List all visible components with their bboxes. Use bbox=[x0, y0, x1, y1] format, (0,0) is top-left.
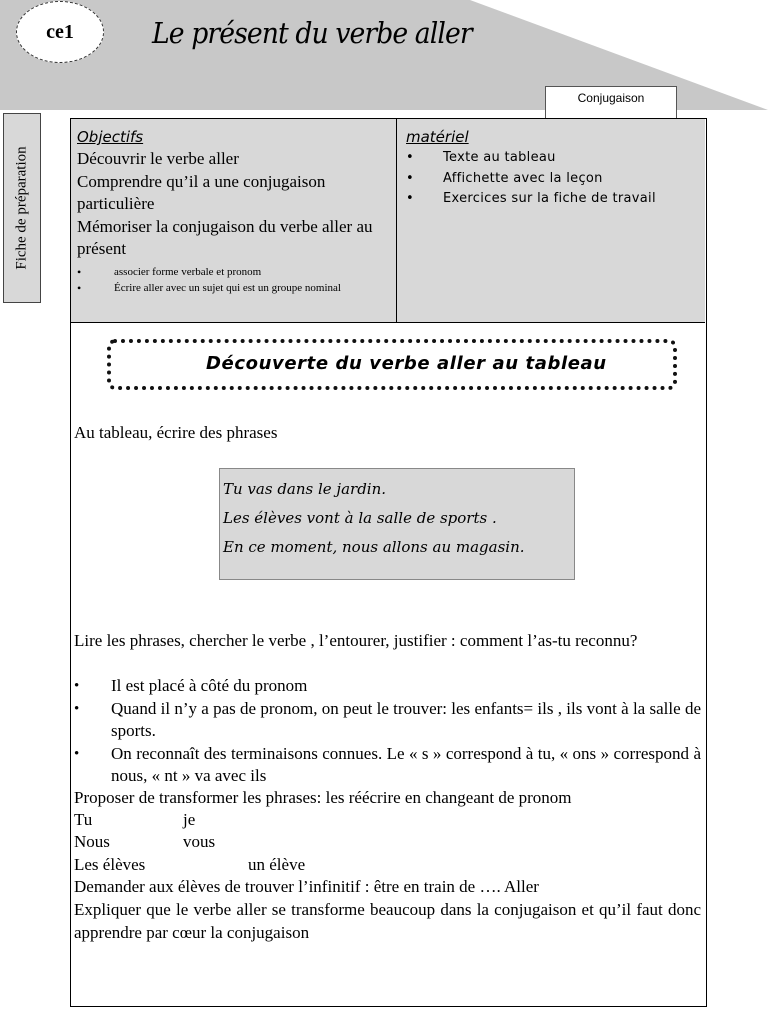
board-sentence: Tu vas dans le jardin. bbox=[223, 480, 387, 498]
level-label: ce1 bbox=[46, 20, 74, 43]
bullet-item: • Il est placé à côté du pronom bbox=[74, 675, 701, 698]
section-title-box bbox=[107, 339, 677, 390]
objective-sub-item: • Écrire aller avec un sujet qui est un groupe nominal bbox=[77, 280, 389, 296]
objectives-heading: Objectifs bbox=[77, 128, 144, 146]
side-tab bbox=[3, 113, 41, 303]
material-item: • Affichette avec la leçon bbox=[406, 169, 706, 190]
material-item: • Texte au tableau bbox=[406, 148, 706, 169]
section-title: Découverte du verbe aller au tableau bbox=[206, 353, 607, 374]
objective-line: Comprendre qu’il a une conjugaison particulière bbox=[77, 171, 326, 213]
pair-to: un élève bbox=[248, 855, 306, 874]
conclusion-text: Expliquer que le verbe aller se transforme beaucoup dans la conjugaison et qu’il faut donc apprendre par cœur la conjugaison bbox=[74, 900, 701, 942]
material-item: • Exercices sur la fiche de travail bbox=[406, 189, 706, 210]
objective-line: Mémoriser la conjugaison du verbe aller au présent bbox=[77, 216, 373, 258]
subject-tag: Conjugaison bbox=[545, 86, 677, 124]
board-sentence: Les élèves vont à la salle de sports . bbox=[223, 509, 497, 527]
objective-line: Découvrir le verbe aller bbox=[77, 149, 239, 168]
bullet-item: • Quand il n’y a pas de pronom, on peut le trouver: les enfants= ils , ils vont à la salle de sports. bbox=[74, 698, 701, 743]
board-sentence: En ce moment, nous allons au magasin. bbox=[223, 538, 525, 556]
pair-from: Tu bbox=[74, 810, 93, 829]
pair-to: vous bbox=[183, 832, 216, 851]
objectives-section bbox=[77, 127, 389, 296]
objective-sub-item: • associer forme verbale et pronom bbox=[77, 264, 389, 280]
bullet-item: • On reconnaît des terminaisons connues. Le « s » correspond à tu, « ons » correspond à nous, « nt » va avec ils bbox=[74, 743, 701, 788]
pair-to: je bbox=[183, 810, 196, 829]
infinitive-line: Demander aux élèves de trouver l’infinitif : être en train de …. Aller bbox=[74, 877, 539, 896]
page-title: Le présent du verbe aller bbox=[152, 16, 472, 50]
side-tab-label: Fiche de préparation bbox=[13, 146, 30, 270]
pair-from: Les élèves bbox=[74, 855, 146, 874]
read-instruction: Lire les phrases, chercher le verbe , l’entourer, justifier : comment l’as-tu reconnu? bbox=[74, 631, 638, 650]
material-list bbox=[406, 148, 706, 210]
material-section bbox=[406, 127, 706, 210]
pair-from: Nous bbox=[74, 832, 110, 851]
board-sentences-box bbox=[219, 468, 575, 580]
level-badge bbox=[16, 1, 104, 63]
column-divider bbox=[396, 119, 397, 322]
bullet-block bbox=[74, 675, 701, 788]
material-heading: matériel bbox=[406, 128, 469, 146]
bullet-list bbox=[74, 675, 701, 788]
objectives-sub-list bbox=[77, 264, 389, 296]
info-panel bbox=[71, 119, 705, 323]
intro-text: Au tableau, écrire des phrases bbox=[74, 423, 278, 442]
transform-instruction: Proposer de transformer les phrases: les réécrire en changeant de pronom bbox=[74, 788, 572, 807]
